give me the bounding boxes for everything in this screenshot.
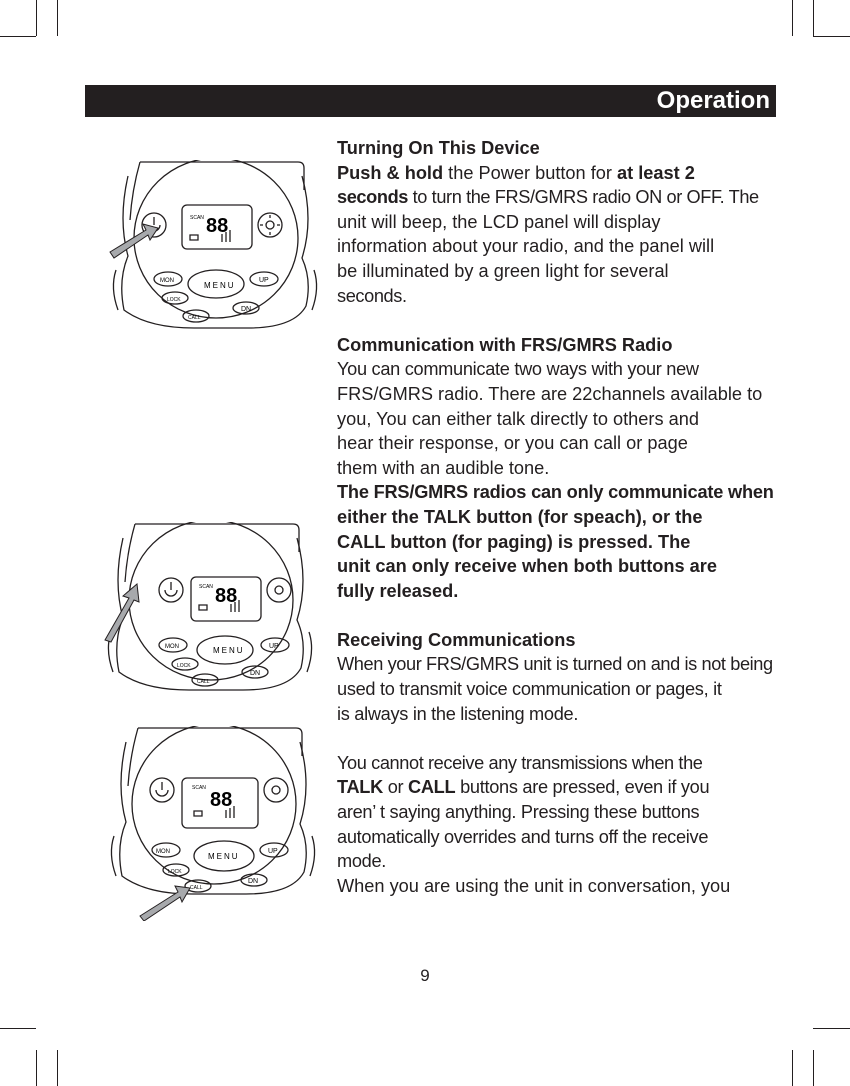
crop-mark xyxy=(792,1050,793,1086)
paragraph-line: When your FRS/GMRS unit is turned on and is not being xyxy=(337,654,773,675)
scan-label: SCAN xyxy=(190,215,204,221)
call-label: CALL xyxy=(197,679,210,685)
pointer-arrow-icon xyxy=(140,886,190,921)
menu-label: MENU xyxy=(213,646,245,655)
paragraph-line: aren’ t saying anything. Pressing these buttons xyxy=(337,802,700,823)
crop-mark xyxy=(813,1050,814,1086)
crop-mark xyxy=(813,0,814,36)
paragraph-line: TALK or CALL buttons are pressed, even if you xyxy=(337,777,710,798)
paragraph-line: them with an audible tone. xyxy=(337,457,550,478)
lock-label: LOCK xyxy=(177,663,191,669)
bold-paragraph-line: fully released. xyxy=(337,580,459,601)
crop-mark xyxy=(813,1028,850,1029)
lcd-digits: 88 xyxy=(215,585,238,607)
body-text-column xyxy=(337,136,842,898)
up-label: UP xyxy=(268,848,278,855)
menu-label: MENU xyxy=(208,852,240,861)
radio-illustration-power xyxy=(108,160,323,330)
section-header-bar xyxy=(85,85,776,117)
mon-label: MON xyxy=(156,849,170,855)
radio-diagram xyxy=(106,726,321,921)
lock-label: LOCK xyxy=(167,297,181,303)
paragraph-line: is always in the listening mode. xyxy=(337,703,579,724)
paragraph-line: seconds. xyxy=(337,285,407,306)
radio-diagram xyxy=(108,160,323,330)
crop-mark xyxy=(36,1050,37,1086)
bold-paragraph-line: either the TALK button (for speach), or the xyxy=(337,506,703,527)
dn-label: DN xyxy=(248,878,259,885)
paragraph-line: information about your radio, and the panel will xyxy=(337,236,715,257)
receiving-heading: Receiving Communications xyxy=(337,629,576,650)
call-label: CALL xyxy=(188,315,201,321)
menu-label: MENU xyxy=(204,281,236,290)
paragraph-line: seconds to turn the FRS/GMRS radio ON or OFF. The xyxy=(337,187,759,208)
call-label: CALL xyxy=(190,885,203,891)
paragraph-line: FRS/GMRS radio. There are 22channels available to xyxy=(337,383,763,404)
crop-mark xyxy=(57,1050,58,1086)
paragraph-line: you, You can either talk directly to others and xyxy=(337,408,699,429)
mon-label: MON xyxy=(160,278,174,284)
lcd-digits: 88 xyxy=(210,789,233,811)
up-label: UP xyxy=(269,643,279,650)
turning-on-heading: Turning On This Device xyxy=(337,138,540,158)
paragraph-line: automatically overrides and turns off the receive xyxy=(337,826,709,847)
paragraph-line: You can communicate two ways with your new xyxy=(337,359,699,380)
crop-mark xyxy=(0,36,36,37)
page-number: 9 xyxy=(420,966,430,985)
dn-label: DN xyxy=(250,670,261,677)
paragraph-line: be illuminated by a green light for several xyxy=(337,260,669,281)
bold-paragraph-line: The FRS/GMRS radios can only communicate when xyxy=(337,482,774,503)
communication-heading: Communication with FRS/GMRS Radio xyxy=(337,334,673,355)
paragraph-line: When you are using the unit in conversation, you xyxy=(337,875,731,896)
up-label: UP xyxy=(259,277,269,284)
mon-label: MON xyxy=(165,644,179,650)
bold-paragraph-line: CALL button (for paging) is pressed. The xyxy=(337,531,691,552)
crop-mark xyxy=(36,0,37,36)
scan-label: SCAN xyxy=(199,584,213,590)
crop-mark xyxy=(57,0,58,36)
paragraph-line: Push & hold the Power button for at least 2 xyxy=(337,162,695,183)
paragraph-line: mode. xyxy=(337,851,387,872)
paragraph-line: You cannot receive any transmissions when the xyxy=(337,752,703,773)
radio-diagram xyxy=(103,522,318,692)
crop-mark xyxy=(813,36,850,37)
dn-label: DN xyxy=(241,306,252,313)
radio-illustration-call xyxy=(106,726,321,921)
bold-paragraph-line: unit can only receive when both buttons are xyxy=(337,556,717,577)
paragraph-line: used to transmit voice communication or pages, it xyxy=(337,679,722,700)
paragraph-line: unit will beep, the LCD panel will display xyxy=(337,211,661,232)
paragraph-line: hear their response, or you can call or page xyxy=(337,433,688,454)
pointer-arrow-icon xyxy=(105,584,139,642)
crop-mark xyxy=(0,1028,36,1029)
lcd-digits: 88 xyxy=(206,215,229,237)
section-title: Operation xyxy=(656,87,770,114)
lock-label: LOCK xyxy=(168,869,182,875)
scan-label: SCAN xyxy=(192,785,206,791)
crop-mark xyxy=(792,0,793,36)
radio-illustration-side xyxy=(103,522,318,692)
